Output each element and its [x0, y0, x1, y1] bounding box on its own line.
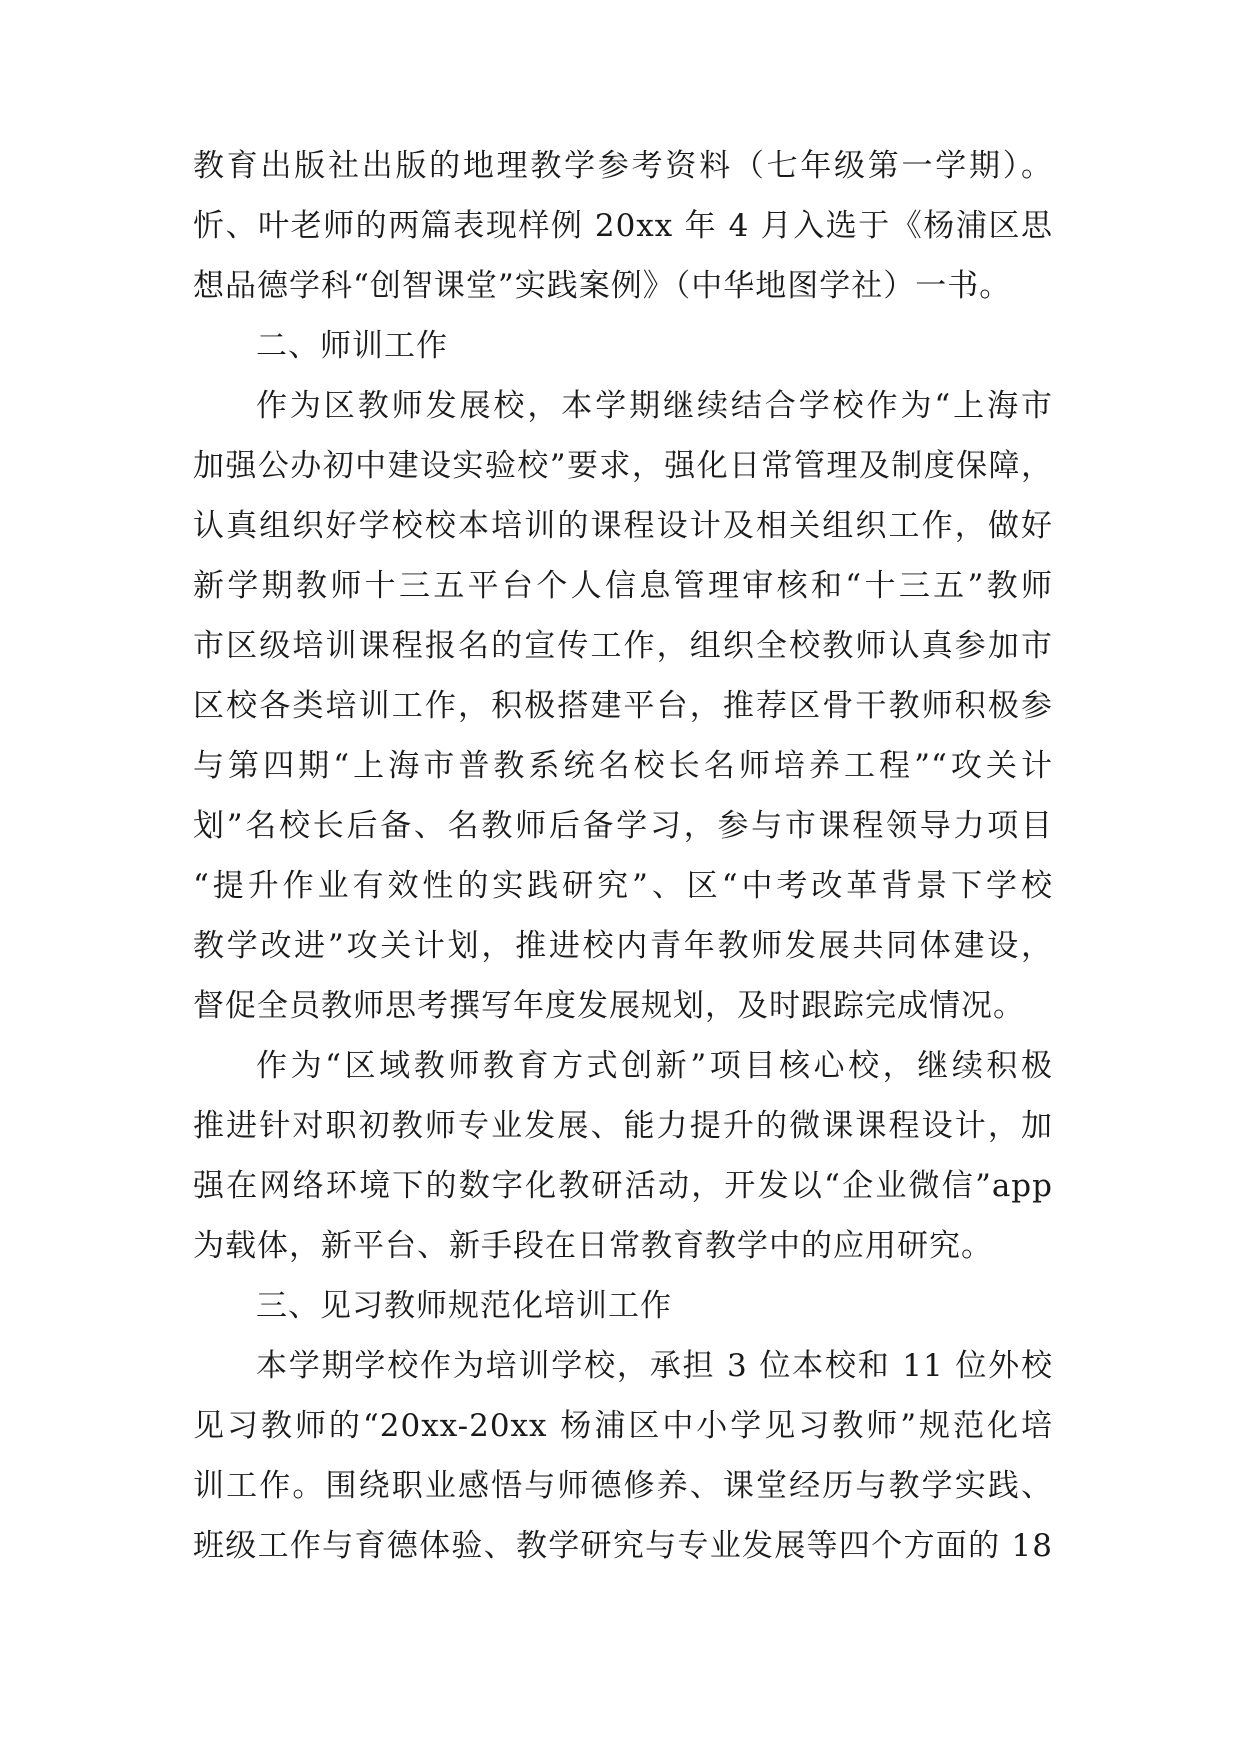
text-line: “提升作业有效性的实践研究”、区“中考改革背景下学校: [193, 868, 1053, 904]
text-line: 区校各类培训工作，积极搭建平台，推荐区骨干教师积极参: [193, 688, 1053, 724]
paragraph-first-line: 作为区教师发展校，本学期继续结合学校作为“上海市: [256, 388, 1053, 424]
text-line: 班级工作与育德体验、教学研究与专业发展等四个方面的 18: [193, 1528, 1053, 1564]
text-line: 强在网络环境下的数字化教研活动，开发以“企业微信”app: [193, 1168, 1053, 1204]
text-line: 忻、叶老师的两篇表现样例 20xx 年 4 月入选于《杨浦区思: [193, 208, 1053, 244]
text-line: 加强公办初中建设实验校”要求，强化日常管理及制度保障，: [193, 448, 1053, 484]
text-line: 督促全员教师思考撰写年度发展规划，及时跟踪完成情况。: [193, 988, 1025, 1024]
paragraph-first-line: 作为“区域教师教育方式创新”项目核心校，继续积极: [256, 1048, 1053, 1084]
text-line: 与第四期“上海市普教系统名校长名师培养工程”“攻关计: [193, 748, 1053, 784]
text-line: 训工作。围绕职业感悟与师德修养、课堂经历与教学实践、: [193, 1468, 1053, 1504]
text-line: 认真组织好学校校本培训的课程设计及相关组织工作，做好: [193, 508, 1053, 544]
text-line: 为载体，新平台、新手段在日常教育教学中的应用研究。: [193, 1228, 993, 1264]
text-line: 教学改进”攻关计划，推进校内青年教师发展共同体建设，: [193, 928, 1053, 964]
text-line: 划”名校长后备、名教师后备学习，参与市课程领导力项目: [193, 808, 1053, 844]
text-line: 想品德学科“创智课堂”实践案例》（中华地图学社）一书。: [193, 268, 1012, 304]
text-line: 教育出版社出版的地理教学参考资料（七年级第一学期）。: [193, 148, 1053, 184]
text-line: 新学期教师十三五平台个人信息管理审核和“十三五”教师: [193, 568, 1053, 604]
section-heading: 二、师训工作: [256, 328, 448, 364]
text-line: 市区级培训课程报名的宣传工作，组织全校教师认真参加市: [193, 628, 1053, 664]
text-line: 见习教师的“20xx-20xx 杨浦区中小学见习教师”规范化培: [193, 1408, 1053, 1444]
section-heading: 三、见习教师规范化培训工作: [256, 1288, 672, 1324]
text-line: 推进针对职初教师专业发展、能力提升的微课课程设计，加: [193, 1108, 1053, 1144]
paragraph-first-line: 本学期学校作为培训学校，承担 3 位本校和 11 位外校: [256, 1348, 1053, 1384]
